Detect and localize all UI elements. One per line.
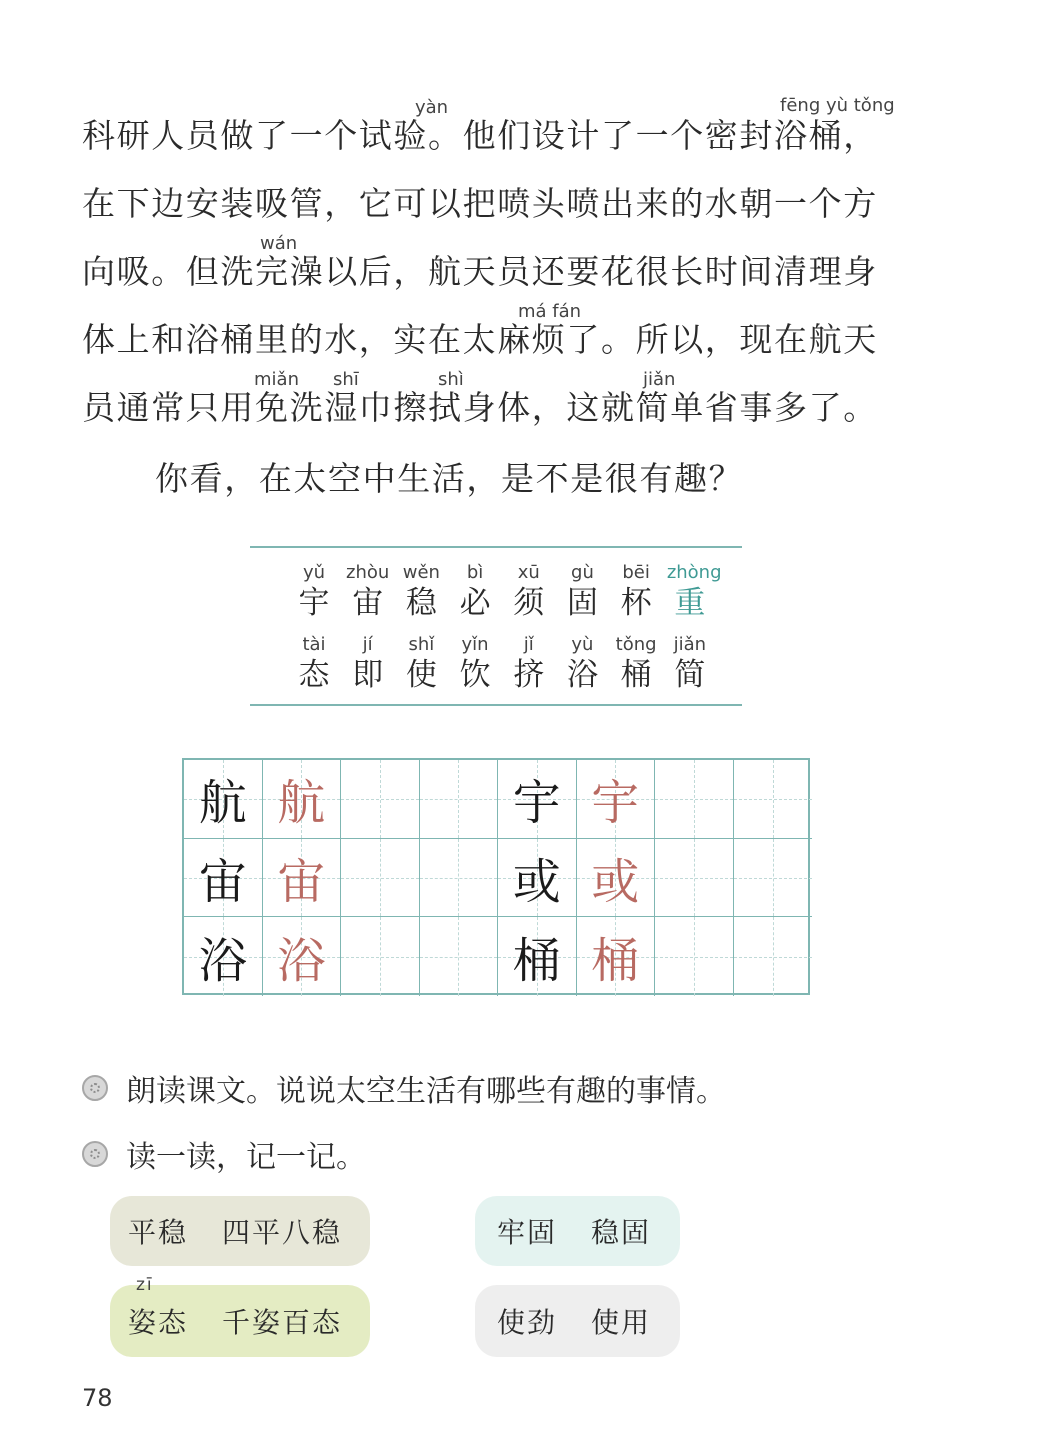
word: 四平八稳: [222, 1216, 343, 1249]
paragraph-line-1: 科研人员做了一个试验。他们设计了一个密封浴桶，: [82, 116, 878, 155]
pinyin-ma-fan: má fán: [518, 301, 582, 322]
grid-cell: [263, 760, 342, 839]
paragraph-line-5: 员通常只用免洗湿巾擦拭身体，这就简单省事多了。: [82, 388, 878, 427]
grid-cell-empty: [734, 917, 813, 996]
new-chars-bottom-rule: [250, 704, 742, 706]
writing-grid: [182, 758, 810, 995]
trace-char: 浴: [277, 933, 326, 990]
word-text: 姿态: [128, 1306, 189, 1339]
paragraph-line-3: 向吸。但洗完澡以后，航天员还要花很长时间清理身: [82, 252, 878, 291]
task-read-aloud: [82, 1066, 726, 1110]
new-char: bì 必: [459, 562, 491, 621]
model-char: 宙: [198, 854, 247, 911]
new-char: gù 固: [566, 562, 598, 621]
grid-cell: [577, 917, 656, 996]
model-char: 或: [512, 854, 561, 911]
grid-cell-empty: [734, 839, 813, 918]
pinyin-jian: jiǎn: [643, 369, 676, 390]
grid-cell: [184, 917, 263, 996]
pinyin-wan: wán: [260, 233, 298, 254]
word-card-laogu: [475, 1196, 680, 1266]
grid-cell-empty: [341, 839, 420, 918]
page-number: 78: [82, 1384, 113, 1412]
grid-cell: [184, 839, 263, 918]
grid-cell: [263, 917, 342, 996]
new-char: yǐn 饮: [459, 634, 491, 693]
word-card-shijin: [475, 1285, 680, 1357]
grid-cell-empty: [341, 760, 420, 839]
new-char: yǔ 宇: [298, 562, 330, 621]
word: 牢固: [497, 1216, 558, 1249]
model-char: 航: [198, 775, 247, 832]
new-char: wěn 稳: [402, 562, 440, 621]
new-char: yù 浴: [566, 634, 598, 693]
new-char: tǒng 桶: [615, 634, 657, 693]
pinyin-mian: miǎn: [254, 369, 299, 390]
new-char: jiǎn 简: [673, 634, 707, 693]
grid-cell-empty: [420, 760, 499, 839]
pinyin-shi4: shì: [438, 369, 464, 390]
paragraph-line-6: 你看，在太空中生活，是不是很有趣？: [155, 459, 744, 498]
task-label: 读一读，记一记。: [126, 1140, 366, 1175]
new-char: zhòu 宙: [346, 562, 390, 621]
new-char: tài 态: [298, 634, 330, 693]
task-label: 朗读课文。说说太空生活有哪些有趣的事情。: [126, 1074, 726, 1109]
word: 千姿百态: [222, 1306, 343, 1339]
pinyin-zi: zī: [136, 1275, 154, 1295]
new-char: jǐ 挤: [513, 634, 545, 693]
grid-cell-empty: [655, 839, 734, 918]
trace-char: 航: [277, 775, 326, 832]
exercise-bullet-icon: [82, 1075, 108, 1101]
trace-char: 或: [591, 854, 640, 911]
grid-cell: [498, 839, 577, 918]
grid-cell: [498, 760, 577, 839]
new-chars-row-1: [291, 562, 721, 622]
grid-cell-empty: [341, 917, 420, 996]
word: 平稳: [128, 1216, 189, 1249]
new-char: shǐ 使: [405, 634, 437, 693]
grid-cell-empty: [734, 760, 813, 839]
grid-cell-empty: [655, 917, 734, 996]
grid-cell: [498, 917, 577, 996]
model-char: 浴: [198, 933, 247, 990]
trace-char: 宙: [277, 854, 326, 911]
grid-cell: [263, 839, 342, 918]
grid-cell-empty: [420, 839, 499, 918]
word-card-zitai: [110, 1275, 370, 1357]
grid-cell-empty: [655, 760, 734, 839]
grid-cell: [184, 760, 263, 839]
word: 稳固: [591, 1216, 652, 1249]
paragraph-line-4: 体上和浴桶里的水，实在太麻烦了。所以，现在航天: [82, 320, 878, 359]
new-chars-top-rule: [250, 546, 742, 548]
model-char: 桶: [512, 933, 561, 990]
paragraph-line-2: 在下边安装吸管，它可以把喷头喷出来的水朝一个方: [82, 184, 878, 223]
trace-char: 宇: [591, 775, 640, 832]
new-char: jí 即: [352, 634, 384, 693]
word: 使劲: [497, 1306, 558, 1339]
new-char: bēi 杯: [620, 562, 652, 621]
task-read-remember: [82, 1132, 366, 1176]
exercise-bullet-icon: [82, 1141, 108, 1167]
new-chars-row-2: [291, 634, 721, 694]
grid-cell: [577, 839, 656, 918]
model-char: 宇: [512, 775, 561, 832]
pinyin-yan: yàn: [415, 97, 449, 118]
new-char-highlighted: zhòng 重: [666, 562, 722, 621]
word: [128, 1275, 189, 1341]
grid-cell: [577, 760, 656, 839]
word-card-pingwen: [110, 1196, 370, 1266]
word: 使用: [591, 1306, 652, 1339]
new-char: xū 须: [513, 562, 545, 621]
grid-cell-empty: [420, 917, 499, 996]
pinyin-feng-yu-tong: fēng yù tǒng: [780, 95, 895, 116]
trace-char: 桶: [591, 933, 640, 990]
pinyin-shi1: shī: [333, 369, 359, 390]
